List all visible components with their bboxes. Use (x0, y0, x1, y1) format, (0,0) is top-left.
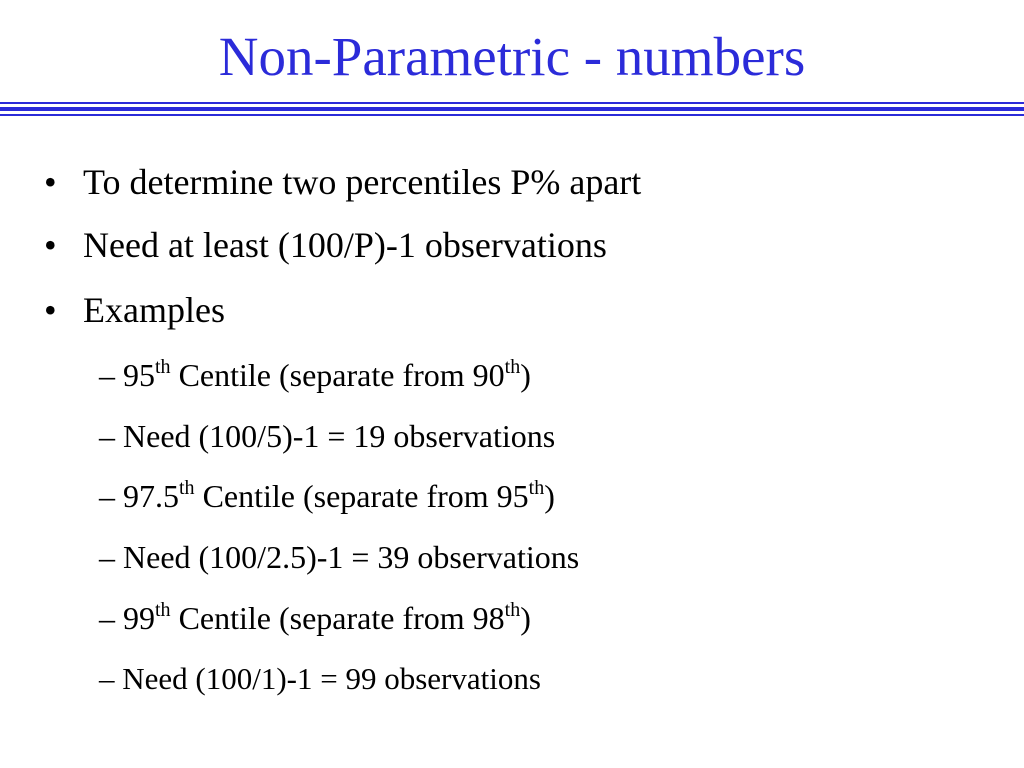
sub-bullet-dash: – (99, 357, 123, 393)
bullet-item (44, 160, 641, 204)
sub-bullet-text: Need (100/2.5)-1 = 39 observations (123, 539, 580, 575)
sub-bullet-text: 97.5 (123, 478, 179, 514)
bullet-text: Need at least (100/P)-1 observations (83, 225, 607, 265)
sub-bullet-text: Centile (separate from 90 (170, 357, 505, 393)
sub-bullet-text: 99 (123, 600, 155, 636)
bullet-marker: • (44, 225, 57, 265)
sub-bullet-text: ) (544, 478, 555, 514)
sub-bullet-text: 95 (123, 357, 155, 393)
sub-bullet-text: Need (100/1)-1 = 99 observations (122, 661, 541, 696)
ordinal-suffix: th (504, 599, 521, 621)
ordinal-suffix: th (528, 477, 545, 499)
sub-bullet-item (99, 355, 531, 395)
slide-title: Non-Parametric - numbers (218, 26, 806, 87)
ordinal-suffix: th (179, 477, 195, 499)
sub-bullet-item (99, 537, 579, 577)
bullet-item (44, 288, 225, 332)
bullet-item (44, 223, 607, 267)
bullet-marker: • (44, 290, 57, 330)
sub-bullet-dash: – (99, 661, 123, 696)
sub-bullet-dash: – (99, 539, 123, 575)
sub-bullet-text: ) (520, 600, 531, 636)
sub-bullet-dash: – (99, 600, 123, 636)
sub-bullet-item (99, 598, 531, 638)
ordinal-suffix: th (155, 356, 171, 378)
sub-bullet-item (99, 659, 541, 699)
sub-bullet-text: Need (100/5)-1 = 19 observations (123, 418, 556, 454)
sub-bullet-dash: – (99, 418, 123, 454)
sub-bullet-item (99, 476, 555, 516)
sub-bullet-text: Centile (separate from 95 (194, 478, 529, 514)
bullet-text: Examples (83, 290, 225, 330)
ordinal-suffix: th (155, 599, 171, 621)
ordinal-suffix: th (504, 356, 521, 378)
sub-bullet-text: Centile (separate from 98 (170, 600, 505, 636)
bullet-text: To determine two percentiles P% apart (83, 162, 642, 202)
sub-bullet-dash: – (99, 478, 123, 514)
sub-bullet-item (99, 416, 555, 456)
sub-bullet-text: ) (520, 357, 531, 393)
bullet-marker: • (44, 162, 57, 202)
